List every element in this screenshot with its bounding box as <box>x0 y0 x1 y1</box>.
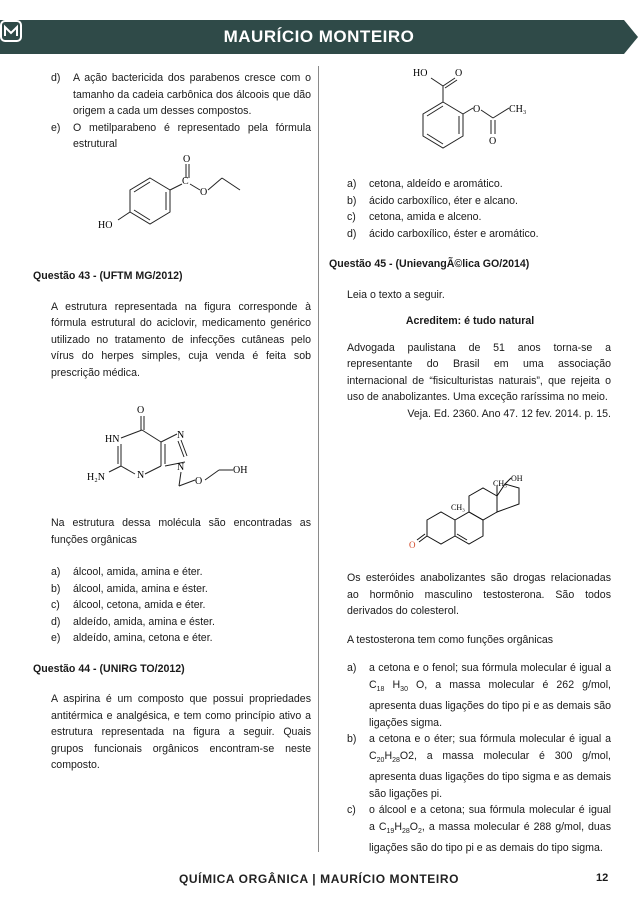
page-number: 12 <box>596 872 609 884</box>
question-43-body: A estrutura representada na figura corresponde à fórmula estrutural do aciclovir, medicamento genérico utilizado no tratamento de infecções cutâneas pelo vírus do herpes simples, cuja venda é feita sob prescrição médica. <box>51 300 311 379</box>
q43-option-d[interactable]: d) aldeído, amida, amina e éster. <box>51 615 215 628</box>
svg-text:HO: HO <box>98 220 113 231</box>
svg-text:O: O <box>200 187 208 198</box>
question-45-title: Questão 45 - (UnievangÃ©lica GO/2014) <box>329 258 530 270</box>
svg-text:OH: OH <box>511 474 523 483</box>
question-45-source: Veja. Ed. 2360. Ano 47. 12 fev. 2014. p. 15. <box>407 407 611 420</box>
question-43-options <box>33 515 311 774</box>
brand-name: MAURÍCIO MONTEIRO <box>223 27 415 46</box>
svg-text:H₂N: H₂N <box>87 472 105 483</box>
question-43 <box>33 268 311 381</box>
svg-text:HN: HN <box>105 434 120 445</box>
svg-text:CH₃: CH₃ <box>451 503 465 512</box>
svg-text:O: O <box>183 154 191 165</box>
svg-text:N: N <box>177 462 185 473</box>
question-45-text: Advogada paulistana de 51 anos torna-se a representante do Brasil em uma associação internacional de “fisiculturistas naturais”, que rejeita o uso de anabolizantes. Uma exceção raríssima no meio. <box>347 341 611 403</box>
q45-option-a[interactable]: a) a cetona e o fenol; sua fórmula molecular é igual a $C_{18}$ $H_{30}$ O, a massa molecular é 262 g/mol, apresenta duas ligações do tipo pi e as demais são ligações sigma. <box>347 662 611 729</box>
question-44-title: Questão 44 - (UNIRG TO/2012) <box>33 662 185 675</box>
testosterone-structure <box>405 472 545 556</box>
option-d: d) A ação bactericida dos parabenos cresce com o tamanho da cadeia carbônica dos álcoois que dão origem a cada um desses compostos. <box>51 72 311 117</box>
footer-title: QUÍMICA ORGÂNICA | MAURÍCIO MONTEIRO <box>178 872 460 886</box>
acyclovir-structure <box>85 400 265 500</box>
svg-text:O: O <box>473 104 481 115</box>
svg-text:OH: OH <box>233 465 248 476</box>
header-banner <box>0 20 638 54</box>
page-footer <box>0 872 638 890</box>
q45-option-b[interactable]: b) a cetona e o éter; sua fórmula molecular é igual a $C_{20}H_{28}O2$, a massa molecular é 300 g/mol, apresenta duas ligações do tipo sigma e as demais são ligações pi. <box>347 733 611 800</box>
question-43-title: Questão 43 - (UFTM MG/2012) <box>33 270 183 282</box>
svg-text:O: O <box>137 405 145 416</box>
q44-option-a[interactable]: a) cetona, aldeído e aromático. <box>347 178 503 190</box>
q44-option-d[interactable]: d) ácido carboxílico, éster e aromático. <box>347 227 539 240</box>
svg-text:O: O <box>489 136 497 147</box>
svg-text:N: N <box>137 470 145 481</box>
q44-option-b[interactable]: b) ácido carboxílico, éter e alcano. <box>347 194 518 207</box>
svg-text:CH₃: CH₃ <box>493 479 507 488</box>
brand-logo-icon <box>0 20 22 42</box>
q45-option-c[interactable]: c) o álcool e a cetona; sua fórmula molecular é igual a $C_{19}H_{28}O_2$, a massa molecular é 288 g/mol, duas ligações são do tipo pi e as demais do tipo sigma. <box>347 804 611 855</box>
question-45-intro: Leia o texto a seguir. <box>347 288 445 301</box>
q44-option-c[interactable]: c) cetona, amida e alceno. <box>347 211 482 223</box>
svg-text:O: O <box>409 540 416 550</box>
svg-text:N: N <box>177 430 185 441</box>
q43-option-a[interactable]: a) álcool, amida, amina e éter. <box>51 566 203 578</box>
question-44-options <box>329 176 611 422</box>
svg-text:HO: HO <box>413 68 428 79</box>
svg-text:C: C <box>182 176 189 187</box>
svg-text:CH₃: CH₃ <box>509 104 527 115</box>
question-44-body: A aspirina é um composto que possui propriedades antitérmica e analgésica, e tem como princípio ativo a estrutura representada na figura a seguir. Quais grupos funcionais orgânicos encontram-se neste composto. <box>51 693 311 771</box>
svg-text:O: O <box>195 476 203 487</box>
methylparaben-structure <box>90 150 330 238</box>
q43-option-e[interactable]: e) aldeído, amina, cetona e éter. <box>51 632 213 644</box>
svg-text:O: O <box>455 68 463 79</box>
question-45-continued <box>329 570 611 857</box>
left-column <box>33 70 311 153</box>
question-45-headline: Acreditem: é tudo natural <box>405 315 535 327</box>
question-45-p1: Os esteróides anabolizantes são drogas relacionadas ao hormônio masculino testosterona. São todos derivados do colesterol. <box>347 572 611 617</box>
question-43-prompt: Na estrutura dessa molécula são encontradas as funções orgânicas <box>51 517 311 546</box>
option-e: e) O metilparabeno é representado pela fórmula estrutural <box>51 121 311 150</box>
q43-option-b[interactable]: b) álcool, amida, amina e éster. <box>51 582 208 595</box>
q43-option-c[interactable]: c) álcool, cetona, amida e éter. <box>51 599 206 611</box>
aspirin-structure <box>405 66 555 166</box>
question-45-p2: A testosterona tem como funções orgânicas <box>347 633 554 646</box>
